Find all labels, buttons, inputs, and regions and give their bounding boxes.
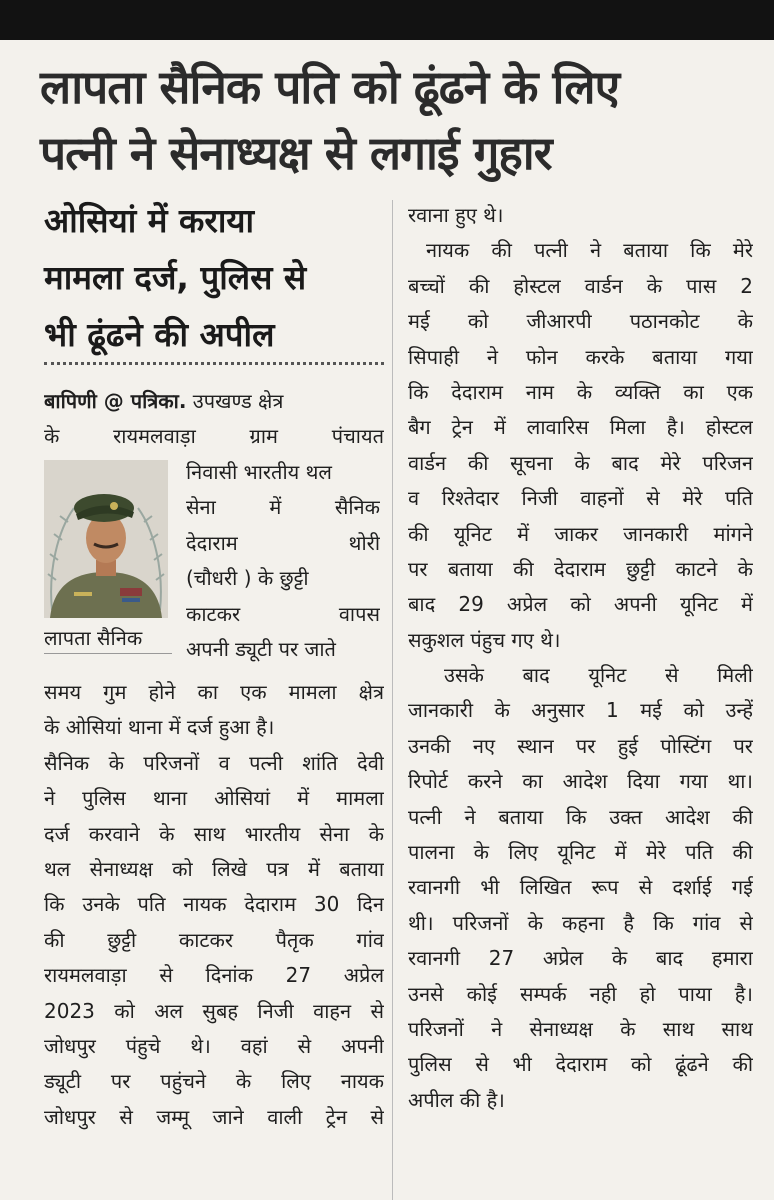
- left-column-top: [44, 384, 384, 455]
- wrap-line: काटकर वापस: [186, 601, 380, 626]
- lead-line: [44, 384, 384, 419]
- left-line: जोधपुर से जम्मू जाने वाली ट्रेन से: [44, 1104, 384, 1129]
- right-column-body: [408, 198, 753, 1118]
- right-line: पर बताया की देदाराम छुट्टी काटने के: [408, 556, 753, 581]
- subheadline-line-1: ओसियां में कराया: [44, 201, 255, 240]
- left-top-line: के रायमलवाड़ा ग्राम पंचायत: [44, 424, 384, 449]
- right-line: मई को जीआरपी पठानकोट के: [408, 309, 753, 334]
- right-line: सकुशल पंहुच गए थे।: [408, 627, 561, 652]
- left-line: सैनिक के परिजनों व पत्नी शांति देवी: [44, 750, 384, 775]
- soldier-portrait-image: [44, 460, 168, 618]
- left-line: 2023 को अल सुबह निजी वाहन से: [44, 998, 384, 1023]
- left-line: ने पुलिस थाना ओसियां में मामला: [44, 786, 384, 811]
- right-line: पत्नी ने बताया कि उक्त आदेश की: [408, 804, 753, 829]
- right-line: उनकी नए स्थान पर हुई पोस्टिंग पर: [408, 733, 753, 758]
- left-line: समय गुम होने का एक मामला क्षेत्र: [44, 680, 384, 704]
- left-line: थल सेनाध्यक्ष को लिखे पत्र में बताया: [44, 856, 384, 881]
- right-line: रिपोर्ट करने का आदेश दिया गया था।: [408, 769, 753, 794]
- headline: [40, 54, 760, 186]
- subheadline: [44, 192, 384, 363]
- top-bar: [0, 0, 774, 40]
- left-column-body: [44, 675, 384, 1135]
- right-line: व रिश्तेदार निजी वाहनों से मेरे पति: [408, 486, 753, 511]
- headline-line-2: पत्नी ने सेनाध्यक्ष से लगाई गुहार: [40, 126, 552, 180]
- wrap-line: (चौधरी ) के छुट्टी: [186, 566, 309, 591]
- right-line: बाद 29 अप्रेल को अपनी यूनिट में: [408, 592, 753, 617]
- left-line: रायमलवाड़ा से दिनांक 27 अप्रेल: [44, 963, 384, 988]
- photo-caption: लापता सैनिक: [44, 623, 172, 654]
- right-line: उसके बाद यूनिट से मिली: [444, 663, 753, 688]
- right-line: सिपाही ने फोन करके बताया गया: [408, 344, 753, 369]
- right-line: रवाना हुए थे।: [408, 203, 504, 227]
- left-line: जोधपुर पंहुचे थे। वहां से अपनी: [44, 1033, 384, 1058]
- right-line: की यूनिट में जाकर जानकारी मांगने: [408, 521, 753, 546]
- dotted-divider: [44, 362, 384, 365]
- subheadline-line-2: मामला दर्ज, पुलिस से: [44, 258, 307, 297]
- wrap-line: देदाराम थोरी: [186, 530, 380, 555]
- right-line: जानकारी के अनुसार 1 मई को उन्हें: [408, 698, 753, 723]
- right-line: कि देदाराम नाम के व्यक्ति का एक: [408, 379, 753, 404]
- right-line: पालना के लिए यूनिट में मेरे पति की: [408, 840, 753, 865]
- right-line: नायक की पत्नी ने बताया कि मेरे: [426, 238, 753, 263]
- left-line: ड्यूटी पर पहुंचने के लिए नायक: [44, 1069, 384, 1094]
- wrap-line: सेना में सैनिक: [186, 495, 380, 520]
- soldier-photo: [44, 460, 168, 618]
- right-line: अपील की है।: [408, 1087, 505, 1112]
- right-line: बैग ट्रेन में लावारिस मिला है। होस्टल: [408, 415, 753, 440]
- left-line: की छुट्टी काटकर पैतृक गांव: [44, 927, 384, 952]
- wrap-line: अपनी ड्यूटी पर जाते: [186, 636, 336, 661]
- lead-text: उपखण्ड क्षेत्र: [192, 389, 284, 413]
- left-line: कि उनके पति नायक देदाराम 30 दिन: [44, 892, 384, 917]
- wrap-line: निवासी भारतीय थल: [186, 460, 332, 484]
- right-line: रवानगी 27 अप्रेल के बाद हमारा: [408, 946, 753, 971]
- right-line: वार्डन की सूचना के बाद मेरे परिजन: [408, 450, 753, 475]
- subheadline-line-3: भी ढूंढने की अपील: [44, 315, 275, 354]
- headline-line-1: लापता सैनिक पति को ढूंढने के लिए: [40, 60, 620, 114]
- right-line: उनसे कोई सम्पर्क नही हो पाया है।: [408, 981, 753, 1006]
- newspaper-clipping: [0, 40, 774, 1200]
- column-divider: [392, 200, 393, 1200]
- left-line: दर्ज करवाने के साथ भारतीय सेना के: [44, 821, 384, 846]
- right-line: बच्चों की होस्टल वार्डन के पास 2: [408, 273, 753, 298]
- right-line: पुलिस से भी देदाराम को ढूंढने की: [408, 1052, 753, 1077]
- left-column-wrap: [186, 455, 380, 667]
- right-line: परिजनों ने सेनाध्यक्ष के साथ साथ: [408, 1016, 753, 1041]
- right-line: रवानगी भी लिखित रूप से दर्शाई गई: [408, 875, 753, 900]
- right-line: थी। परिजनों के कहना है कि गांव से: [408, 910, 753, 935]
- dateline: बापिणी @ पत्रिका.: [44, 389, 187, 413]
- left-line: के ओसियां थाना में दर्ज हुआ है।: [44, 715, 275, 740]
